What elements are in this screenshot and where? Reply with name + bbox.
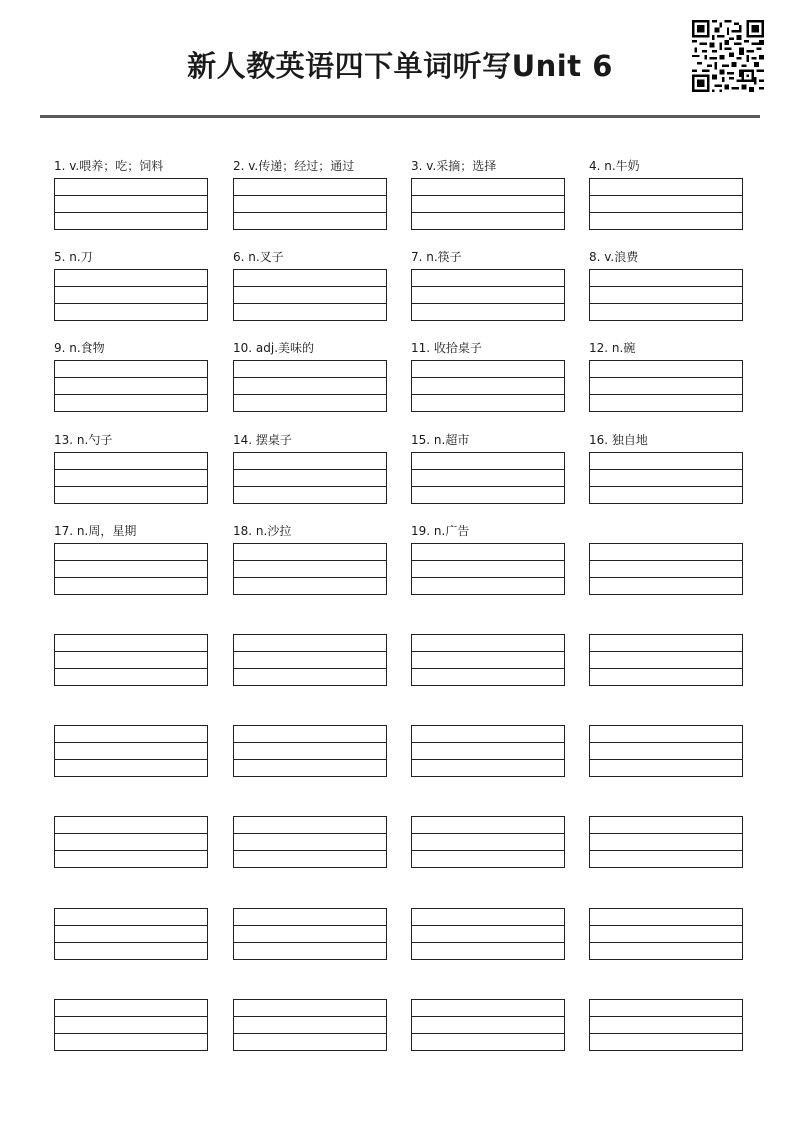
guide-line (55, 651, 207, 652)
writing-lines[interactable] (54, 999, 208, 1051)
writing-lines[interactable] (411, 452, 565, 504)
writing-lines[interactable] (589, 269, 743, 321)
guide-line (234, 1016, 386, 1017)
guide-line (234, 195, 386, 196)
guide-line (412, 195, 564, 196)
guide-line (412, 469, 564, 470)
guide-line (234, 394, 386, 395)
word-cell (54, 890, 210, 960)
writing-lines[interactable] (54, 725, 208, 777)
guide-line (55, 1016, 207, 1017)
writing-lines[interactable] (233, 452, 387, 504)
word-cell (54, 160, 210, 230)
word-cell (233, 798, 389, 868)
writing-lines[interactable] (411, 816, 565, 868)
guide-line (590, 1016, 742, 1017)
word-cell (589, 981, 745, 1051)
writing-lines[interactable] (589, 452, 743, 504)
guide-line (412, 668, 564, 669)
guide-line (412, 303, 564, 304)
word-prompt: 11. 收拾桌子 (411, 341, 482, 355)
guide-line (234, 651, 386, 652)
writing-lines[interactable] (233, 178, 387, 230)
word-prompt: 12. n.碗 (589, 341, 636, 355)
word-cell (54, 525, 210, 595)
guide-line (412, 486, 564, 487)
guide-line (234, 469, 386, 470)
word-cell (233, 707, 389, 777)
guide-line (412, 850, 564, 851)
word-cell (411, 707, 567, 777)
guide-line (590, 303, 742, 304)
guide-line (590, 651, 742, 652)
guide-line (55, 925, 207, 926)
word-cell (411, 342, 567, 412)
writing-lines[interactable] (589, 725, 743, 777)
guide-line (590, 1033, 742, 1034)
guide-line (55, 850, 207, 851)
guide-line (412, 942, 564, 943)
word-cell (589, 616, 745, 686)
word-cell (589, 890, 745, 960)
writing-lines[interactable] (411, 908, 565, 960)
guide-line (55, 286, 207, 287)
guide-line (234, 303, 386, 304)
writing-lines[interactable] (233, 816, 387, 868)
guide-line (55, 833, 207, 834)
word-cell (411, 434, 567, 504)
guide-line (590, 850, 742, 851)
guide-line (412, 925, 564, 926)
guide-line (234, 560, 386, 561)
word-cell (589, 434, 745, 504)
guide-line (55, 212, 207, 213)
word-prompt: 7. n.筷子 (411, 250, 462, 264)
guide-line (412, 833, 564, 834)
writing-lines[interactable] (54, 452, 208, 504)
word-cell (233, 342, 389, 412)
writing-lines[interactable] (54, 543, 208, 595)
word-prompt: 9. n.食物 (54, 341, 105, 355)
word-cell (54, 981, 210, 1051)
guide-line (234, 486, 386, 487)
guide-line (590, 195, 742, 196)
guide-line (590, 469, 742, 470)
header-divider (40, 115, 760, 118)
word-cell (233, 890, 389, 960)
guide-line (412, 394, 564, 395)
word-cell (233, 616, 389, 686)
word-cell (589, 342, 745, 412)
guide-line (590, 742, 742, 743)
guide-line (412, 759, 564, 760)
guide-line (412, 1016, 564, 1017)
writing-lines[interactable] (54, 908, 208, 960)
guide-line (55, 303, 207, 304)
word-cell (411, 616, 567, 686)
guide-line (590, 668, 742, 669)
word-prompt: 3. v.采摘；选择 (411, 159, 497, 173)
guide-line (234, 377, 386, 378)
word-cell (54, 251, 210, 321)
word-prompt: 16. 独自地 (589, 433, 648, 447)
guide-line (590, 925, 742, 926)
guide-line (234, 925, 386, 926)
writing-lines[interactable] (54, 269, 208, 321)
guide-line (590, 394, 742, 395)
guide-line (590, 759, 742, 760)
word-prompt: 17. n.周，星期 (54, 524, 137, 538)
writing-lines[interactable] (411, 543, 565, 595)
writing-lines[interactable] (411, 999, 565, 1051)
guide-line (590, 212, 742, 213)
guide-line (234, 942, 386, 943)
writing-lines[interactable] (54, 360, 208, 412)
word-cell (589, 525, 745, 595)
guide-line (412, 651, 564, 652)
word-cell (411, 251, 567, 321)
word-cell (411, 798, 567, 868)
writing-lines[interactable] (411, 178, 565, 230)
writing-lines[interactable] (411, 634, 565, 686)
guide-line (55, 469, 207, 470)
guide-line (590, 286, 742, 287)
guide-line (234, 286, 386, 287)
qr-code-icon (692, 20, 764, 92)
guide-line (234, 1033, 386, 1034)
guide-line (55, 195, 207, 196)
word-cell (589, 798, 745, 868)
writing-lines[interactable] (233, 543, 387, 595)
writing-lines[interactable] (54, 178, 208, 230)
word-cell (54, 707, 210, 777)
word-cell (411, 890, 567, 960)
guide-line (234, 212, 386, 213)
guide-line (590, 560, 742, 561)
word-cell (54, 434, 210, 504)
guide-line (590, 377, 742, 378)
writing-lines[interactable] (589, 360, 743, 412)
guide-line (590, 833, 742, 834)
word-cell (233, 434, 389, 504)
page-title: 新人教英语四下单词听写Unit 6 (187, 49, 613, 83)
guide-line (55, 377, 207, 378)
writing-lines[interactable] (233, 360, 387, 412)
guide-line (590, 577, 742, 578)
word-cell (54, 342, 210, 412)
writing-lines[interactable] (233, 634, 387, 686)
word-cell (589, 251, 745, 321)
guide-line (234, 742, 386, 743)
guide-line (412, 286, 564, 287)
guide-line (55, 759, 207, 760)
guide-line (412, 560, 564, 561)
word-cell (233, 160, 389, 230)
guide-line (55, 668, 207, 669)
word-cell (411, 525, 567, 595)
writing-lines[interactable] (589, 634, 743, 686)
word-prompt: 15. n.超市 (411, 433, 470, 447)
writing-lines[interactable] (233, 725, 387, 777)
writing-lines[interactable] (411, 360, 565, 412)
guide-line (234, 833, 386, 834)
word-prompt: 2. v.传递；经过；通过 (233, 159, 355, 173)
word-prompt: 19. n.广告 (411, 524, 470, 538)
word-prompt: 10. adj.美味的 (233, 341, 315, 355)
word-prompt: 6. n.叉子 (233, 250, 284, 264)
writing-lines[interactable] (233, 908, 387, 960)
word-cell (54, 798, 210, 868)
word-cell (589, 160, 745, 230)
word-prompt: 1. v.喂养；吃；饲料 (54, 159, 164, 173)
guide-line (55, 1033, 207, 1034)
guide-line (55, 394, 207, 395)
guide-line (234, 668, 386, 669)
word-cell (411, 160, 567, 230)
guide-line (234, 577, 386, 578)
writing-lines[interactable] (233, 999, 387, 1051)
word-cell (233, 525, 389, 595)
guide-line (55, 486, 207, 487)
word-cell (54, 616, 210, 686)
writing-lines[interactable] (589, 908, 743, 960)
writing-lines[interactable] (233, 269, 387, 321)
guide-line (234, 759, 386, 760)
writing-lines[interactable] (589, 543, 743, 595)
guide-line (412, 212, 564, 213)
word-cell (233, 981, 389, 1051)
writing-lines[interactable] (54, 816, 208, 868)
word-prompt: 18. n.沙拉 (233, 524, 292, 538)
word-prompt: 14. 摆桌子 (233, 433, 292, 447)
guide-line (590, 486, 742, 487)
writing-lines[interactable] (411, 725, 565, 777)
writing-lines[interactable] (589, 178, 743, 230)
writing-lines[interactable] (589, 816, 743, 868)
writing-lines[interactable] (411, 269, 565, 321)
writing-lines[interactable] (54, 634, 208, 686)
word-prompt: 5. n.刀 (54, 250, 93, 264)
guide-line (55, 742, 207, 743)
word-cell (411, 981, 567, 1051)
guide-line (234, 850, 386, 851)
word-cell (589, 707, 745, 777)
word-prompt: 13. n.勺子 (54, 433, 113, 447)
guide-line (412, 1033, 564, 1034)
word-cell (233, 251, 389, 321)
guide-line (55, 942, 207, 943)
guide-line (412, 577, 564, 578)
guide-line (55, 560, 207, 561)
guide-line (55, 577, 207, 578)
guide-line (412, 377, 564, 378)
word-prompt: 4. n.牛奶 (589, 159, 640, 173)
guide-line (590, 942, 742, 943)
word-prompt: 8. v.浪费 (589, 250, 639, 264)
writing-lines[interactable] (589, 999, 743, 1051)
guide-line (412, 742, 564, 743)
